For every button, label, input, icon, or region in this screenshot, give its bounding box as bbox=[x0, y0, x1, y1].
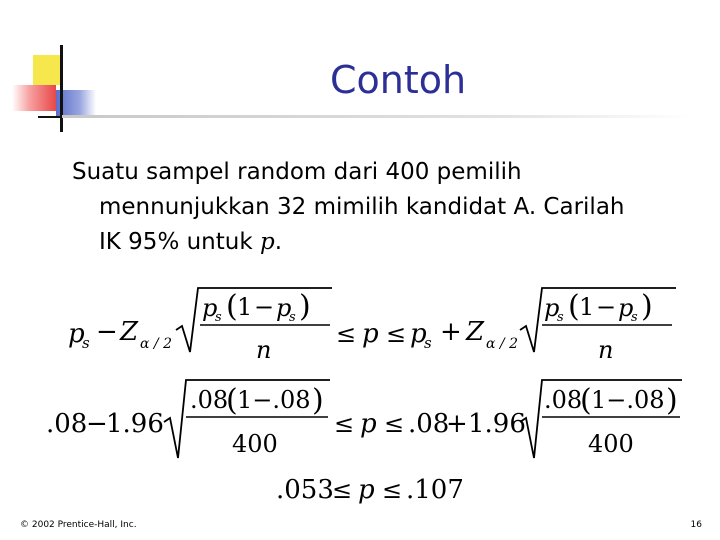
svg-text:p: p bbox=[202, 294, 218, 322]
problem-line-3-text: IK 95% untuk bbox=[99, 229, 260, 255]
svg-text:−: − bbox=[96, 317, 118, 347]
variable-p: p bbox=[260, 229, 275, 255]
problem-line-1: Suatu sampel random dari 400 pemilih bbox=[72, 159, 522, 185]
svg-text:400: 400 bbox=[588, 430, 634, 458]
svg-text:1.96: 1.96 bbox=[106, 409, 164, 439]
svg-text:−: − bbox=[596, 293, 617, 321]
svg-text:.08: .08 bbox=[544, 386, 583, 414]
svg-text:s: s bbox=[215, 310, 222, 325]
svg-text:≤: ≤ bbox=[334, 410, 355, 438]
svg-text:(: ( bbox=[580, 383, 592, 418]
svg-text:): ) bbox=[666, 383, 678, 418]
svg-text:−: − bbox=[86, 409, 108, 439]
logo-vertical-line bbox=[60, 45, 63, 132]
svg-text:≤: ≤ bbox=[332, 476, 353, 504]
svg-text:(: ( bbox=[226, 383, 238, 418]
svg-text:p: p bbox=[544, 294, 560, 322]
copyright-footer: © 2002 Prentice-Hall, Inc. bbox=[20, 520, 137, 530]
logo-yellow-square bbox=[33, 55, 61, 85]
svg-text:): ) bbox=[312, 383, 324, 418]
svg-text:−: − bbox=[254, 293, 275, 321]
svg-text:1−.08: 1−.08 bbox=[237, 386, 311, 414]
slide-title: Contoh bbox=[330, 58, 467, 102]
svg-text:s: s bbox=[82, 334, 90, 352]
z-left: Z bbox=[120, 317, 139, 347]
svg-text:n: n bbox=[256, 336, 272, 364]
svg-text:.08: .08 bbox=[46, 409, 88, 439]
svg-text:): ) bbox=[641, 289, 653, 324]
confidence-interval-formulas bbox=[40, 280, 690, 505]
svg-text:s: s bbox=[631, 310, 638, 325]
svg-text:400: 400 bbox=[232, 430, 278, 458]
result-upper: .107 bbox=[406, 475, 464, 505]
svg-text:p: p bbox=[618, 294, 634, 322]
svg-text:p: p bbox=[362, 319, 379, 349]
formula-canvas bbox=[40, 280, 690, 505]
svg-text:(: ( bbox=[568, 289, 580, 324]
svg-text:1: 1 bbox=[237, 293, 253, 321]
title-divider bbox=[62, 115, 692, 118]
svg-text:p: p bbox=[410, 319, 427, 349]
logo-red-square bbox=[12, 85, 56, 111]
svg-text:+: + bbox=[440, 317, 462, 347]
svg-text:1: 1 bbox=[579, 293, 595, 321]
problem-statement bbox=[72, 155, 692, 260]
formula-general bbox=[68, 288, 676, 364]
svg-text:α / 2: α / 2 bbox=[486, 336, 518, 352]
problem-line-3 bbox=[72, 225, 692, 260]
problem-line-2: mennunjukkan 32 mimilih kandidat A. Carilah bbox=[99, 194, 625, 220]
svg-text:(: ( bbox=[226, 289, 238, 324]
svg-text:.08: .08 bbox=[408, 409, 450, 439]
svg-text:): ) bbox=[299, 289, 311, 324]
svg-text:+: + bbox=[446, 409, 468, 439]
svg-text:p: p bbox=[276, 294, 292, 322]
formula-result bbox=[276, 475, 464, 505]
formula-numeric bbox=[46, 380, 682, 458]
svg-text:s: s bbox=[289, 310, 296, 325]
svg-text:s: s bbox=[557, 310, 564, 325]
result-lower: .053 bbox=[276, 475, 334, 505]
svg-text:1.96: 1.96 bbox=[468, 409, 526, 439]
svg-text:≤: ≤ bbox=[336, 320, 357, 348]
svg-text:p: p bbox=[358, 475, 375, 505]
svg-text:≤: ≤ bbox=[382, 476, 403, 504]
svg-text:Z: Z bbox=[466, 317, 485, 347]
svg-text:≤: ≤ bbox=[384, 410, 405, 438]
ps-left: p bbox=[68, 319, 85, 349]
svg-text:α / 2: α / 2 bbox=[140, 336, 172, 352]
svg-text:p: p bbox=[360, 409, 377, 439]
problem-line-3-end: . bbox=[274, 229, 283, 255]
svg-text:≤: ≤ bbox=[386, 320, 407, 348]
svg-text:s: s bbox=[424, 334, 432, 352]
svg-text:1−.08: 1−.08 bbox=[591, 386, 665, 414]
svg-text:n: n bbox=[598, 336, 614, 364]
svg-text:.08: .08 bbox=[190, 386, 229, 414]
page-number: 16 bbox=[690, 520, 702, 530]
